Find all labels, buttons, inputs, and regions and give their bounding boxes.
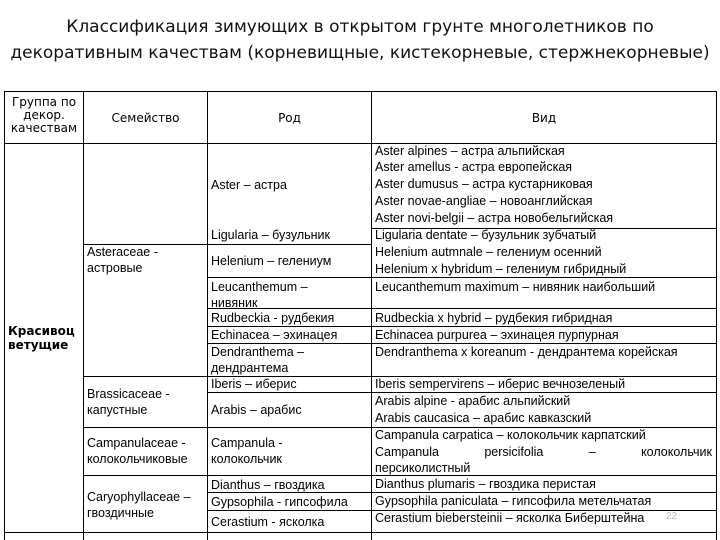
species-item: Helenium x hybridum – гелениум гибридный [375,262,627,276]
genus-dendranthema [211,344,304,376]
header-group-line: декор. [23,108,65,122]
genus-line: Leucanthemum – [211,280,308,294]
genus-ligularia: Ligularia – бузульник [211,228,331,242]
family-line: капустные [87,403,148,417]
genus-cerastium: Cerastium - ясколка [211,515,325,529]
genus-rudbeckia: Rudbeckia - рудбекия [211,311,335,325]
header-genus: Род [278,111,301,125]
genus-line: дендрантема [211,361,289,375]
species-word: Campanula [375,445,439,459]
species-item: Dendranthema x koreanum - дендрантема корейская [375,345,678,359]
genus-line: колокольчик [211,452,282,466]
genus-iberis: Iberis – иберис [211,377,297,391]
genus-campanula [211,435,283,467]
family-asteraceae [87,244,158,276]
species-item: Dianthus plumaris – гвоздика перистая [375,477,596,491]
col-divider-genus [207,91,208,540]
title-line-1: Классификация зимующих в открытом грунте многолетников по [66,17,654,37]
species-item: Aster amellus - астра европейская [375,160,573,174]
family-line: Asteraceae - [87,245,158,259]
header-group-line: качествам [10,121,78,135]
table-border-right [716,91,717,540]
genus-line: Campanula - [211,436,283,450]
species-word: колокольчик [641,445,712,459]
genus-helenium: Helenium – гелениум [211,254,332,268]
species-item: Arabis caucasica – арабис кавказский [375,411,592,425]
species-item: Cerastium biebersteinii – ясколка Биберштейна [375,511,645,525]
species-item: Aster alpines – астра альпийская [375,144,565,158]
col-divider-family [83,91,84,540]
page-number: 22 [666,511,678,522]
family-caryophyllaceae [87,489,191,521]
species-item: Aster novi-belgii – астра новобельгийская [375,211,614,225]
species-item: Arabis alpine - арабис альпийский [375,394,571,408]
genus-gypsophila: Gypsophila - гипсофила [211,495,348,509]
family-line: астровые [87,261,143,275]
family-brassicaceae [87,386,170,418]
species-item: Iberis sempervirens – иберис вечнозеленый [375,377,626,391]
species-item: персиколистный [375,461,471,475]
species-item: Leucanthemum maximum – нивяник наибольший [375,280,656,294]
family-line: Campanulaceae - [87,436,186,450]
genus-line: нивяник [211,296,258,310]
species-word: persicifolia [484,445,544,459]
header-group-line: Группа по [11,95,77,109]
title-line-2: декоративным качествам (корневищные, кистекорневые, стержнекорневые) [10,43,710,63]
group-label-line: ветущие [8,338,69,352]
row-divider [207,277,717,278]
family-line: Brassicaceae - [87,387,170,401]
group-label [8,324,75,352]
header-species: Вид [531,111,557,125]
species-item: Ligularia dentate – бузульник зубчатый [375,228,597,242]
species-word: – [588,445,596,459]
genus-leucanthemum [211,279,308,311]
table-border-left [4,91,5,540]
header-group [5,96,83,135]
genus-echinacea: Echinacea – эхинацея [211,328,338,342]
species-item: Helenium autmnale – гелениум осенний [375,245,602,259]
genus-line: Dendranthema – [211,345,305,359]
col-divider-species [371,91,372,540]
table-border-top [4,91,717,92]
species-item: Echinacea purpurea – эхинацея пурпурная [375,328,619,342]
species-item: Campanula carpatica – колокольчик карпатский [375,428,646,442]
species-item: Aster dumusus – астра кустарниковая [375,177,593,191]
family-campanulaceae [87,435,188,467]
family-line: гвоздичные [87,506,154,520]
family-line: колокольчиковые [87,452,188,466]
family-line: Caryophyllaceae – [87,490,191,504]
genus-aster: Aster – астра [211,178,287,192]
group-label-line: Красивоц [8,324,75,338]
species-item: Rudbeckia x hybrid – рудбекия гибридная [375,311,613,325]
header-family: Семейство [111,111,180,125]
species-item: Gypsophila paniculata – гипсофила метельчатая [375,494,652,508]
species-item: Aster novae-angliae – новоанглийская [375,194,593,208]
genus-arabis: Arabis – арабис [211,403,302,417]
table-border-bottom [4,532,717,533]
header-divider [4,143,717,144]
genus-dianthus: Dianthus – гвоздика [211,478,325,492]
species-item-justified [375,444,712,460]
